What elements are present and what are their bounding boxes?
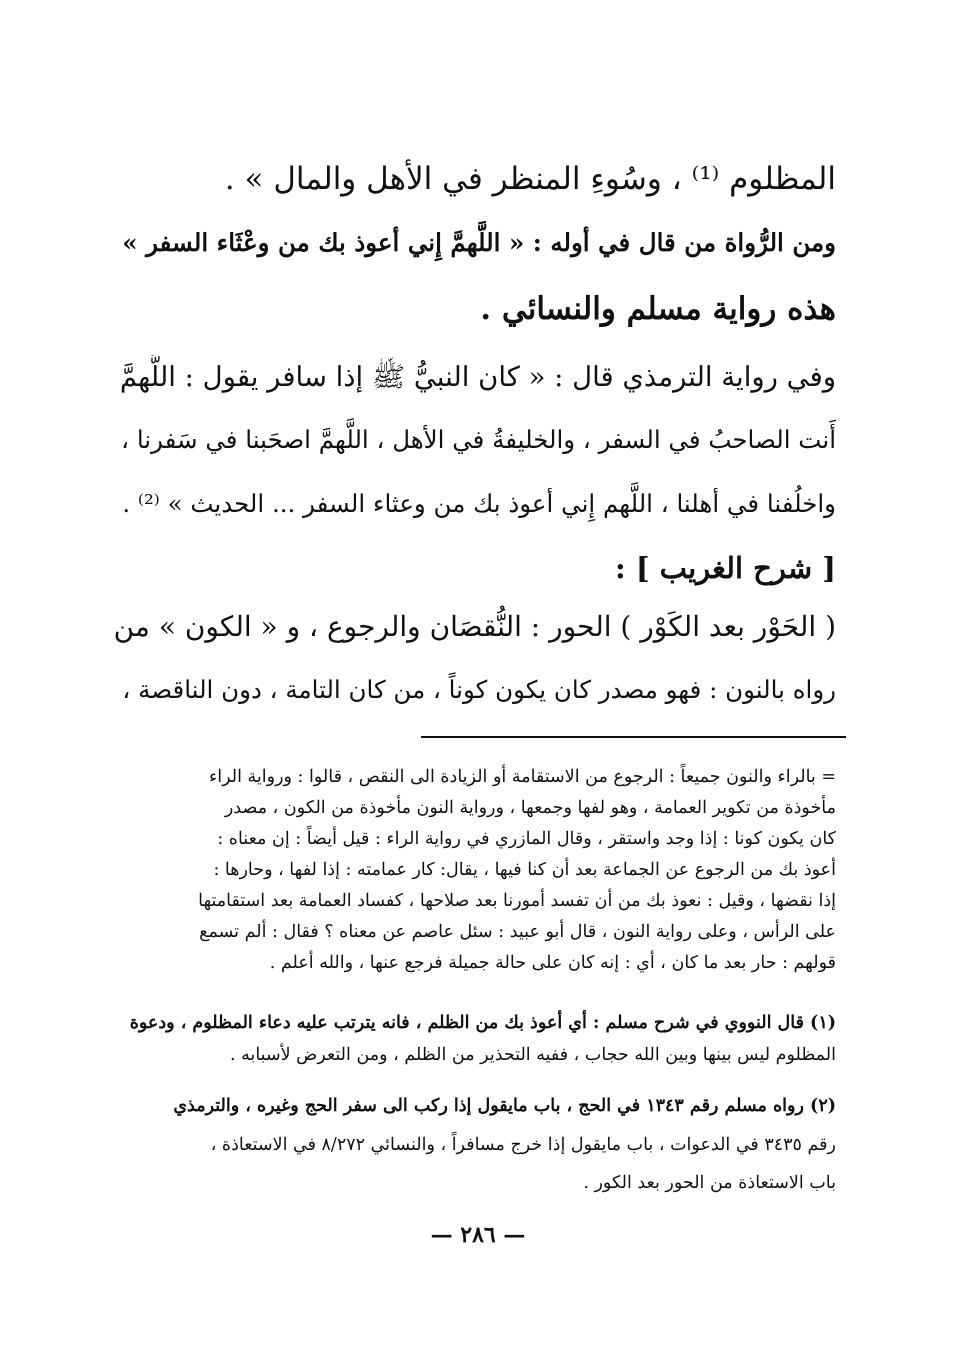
- footnote-line-6: على الرأس ، وعلى رواية النون ، قال أبو عبيد : سئل عاصم عن معناه ؟ فقال : ألم تسمع: [199, 922, 836, 942]
- body-line-9: رواه بالنون : فهو مصدر كان يكون كوناً ، من كان التامة ، دون الناقصة ،: [122, 675, 836, 704]
- body-line-8: ( الحَوْر بعد الكَوْر ) الحور : النُّقصَان والرجوع ، و « الكون » من: [113, 610, 836, 643]
- page-number: — ٢٨٦ —: [430, 1222, 526, 1248]
- body-line-6: واخلُفنا في أهلنا ، اللَّهم إِني أعوذ بك من وعثاء السفر ... الحديث » ⁽²⁾ .: [122, 489, 836, 518]
- footnote-1-line-2: المظلوم ليس بينها وبين الله حجاب ، ففيه التحذير من الظلم ، ومن التعرض لأسبابه .: [229, 1045, 836, 1065]
- footnote-line-1: = بالراء والنون جميعاً : الرجوع من الاستقامة أو الزيادة الى النقص ، قالوا : ورواية الراء: [209, 767, 836, 787]
- section-heading: [ شرح الغريب ] :: [615, 551, 836, 585]
- footnote-line-3: كان يكون كونا : إذا وجد واستقر ، وقال المازري في رواية الراء : قيل أيضاً : إن معناه :: [217, 829, 836, 849]
- body-line-3: هذه رواية مسلم والنسائي .: [480, 291, 836, 327]
- footnote-2-line-1: (٢) رواه مسلم رقم ١٣٤٣ في الحج ، باب مايقول إذا ركب الى سفر الحج وغيره ، والترمذي: [173, 1096, 836, 1116]
- body-line-2: ومن الرُّواة من قال في أوله : « اللَّهمَّ إِني أعوذ بك من وعْثَاء السفر »: [122, 228, 836, 257]
- footnote-2-line-2: رقم ٣٤٣٥ في الدعوات ، باب مايقول إذا خرج مسافراً ، والنسائي ٨/٢٧٢ في الاستعاذة ،: [210, 1135, 836, 1155]
- body-line-5: أَنت الصاحبُ في السفر ، والخليفةُ في الأهل ، اللَّهمَّ اصحَبنا في سَفرنا ،: [121, 425, 836, 454]
- footnote-line-2: مأخوذة من تكوير العمامة ، وهو لفها وجمعها ، ورواية النون مأخوذة من الكون ، مصدر: [224, 798, 836, 818]
- footnote-line-7: قولهم : حار بعد ما كان ، أي : إنه كان على حالة جميلة فرجع عنها ، والله أعلم .: [269, 953, 836, 973]
- footnote-1-line-1: (١) قال النووي في شرح مسلم : أي أعوذ بك من الظلم ، فانه يترتب عليه دعاء المظلوم ، ودعوة: [129, 1013, 836, 1033]
- footnote-2-line-3: باب الاستعاذة من الحور بعد الكور .: [583, 1173, 836, 1193]
- footnote-separator: [421, 736, 846, 738]
- footnote-line-5: إذا نقضها ، وقيل : نعوذ بك من أن تفسد أمورنا بعد صلاحها ، كفساد العمامة بعد استقامتها: [198, 891, 836, 911]
- body-line-1: المظلوم ⁽¹⁾ ، وسُوءِ المنظر في الأهل والمال » .: [224, 161, 836, 197]
- body-line-4: وفي رواية الترمذي قال : « كان النبيُّ ﷺ إذا سافر يقول : اللَّهمَّ: [119, 361, 836, 393]
- footnote-line-4: أعوذ بك من الرجوع عن الجماعة بعد أن كنا فيها ، يقال: كار عمامته : إذا لفها ، وحارها :: [213, 860, 836, 880]
